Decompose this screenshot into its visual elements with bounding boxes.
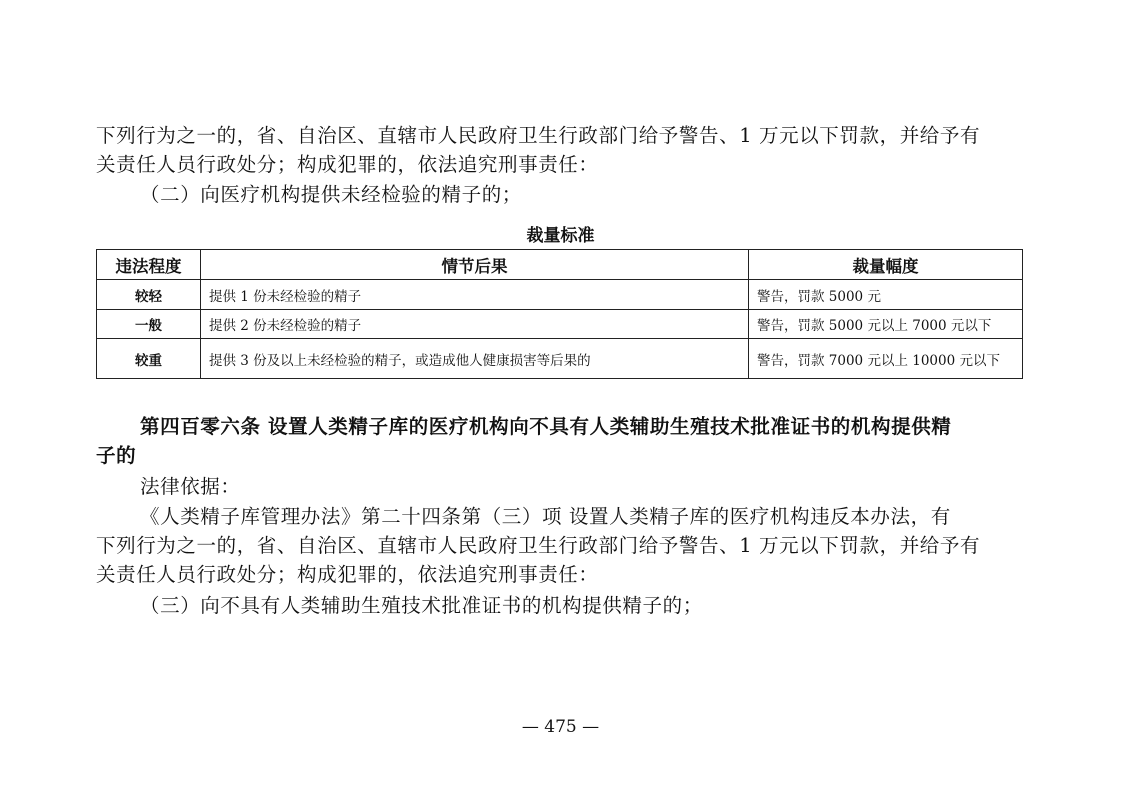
- header-range: 裁量幅度: [749, 250, 1023, 280]
- paragraph-item: （三）向不具有人类辅助生殖技术批准证书的机构提供精子的；: [140, 594, 703, 617]
- cell-level: 较重: [97, 339, 201, 379]
- cell-level: 一般: [97, 310, 201, 339]
- cell-range: 警告，罚款 5000 元: [749, 280, 1023, 310]
- paragraph-line: 下列行为之一的，省、自治区、直辖市人民政府卫生行政部门给予警告、1 万元以下罚款，并给予有: [96, 124, 981, 147]
- table-row: [97, 310, 1023, 339]
- table-title: 裁量标准: [526, 226, 595, 246]
- header-circumstance: 情节后果: [201, 250, 749, 280]
- cell-level: 较轻: [97, 280, 201, 310]
- cell-circumstance: 提供 2 份未经检验的精子: [201, 310, 749, 339]
- paragraph-line: 关责任人员行政处分；构成犯罪的，依法追究刑事责任：: [96, 563, 599, 586]
- paragraph-line: 《人类精子库管理办法》第二十四条第（三）项 设置人类精子库的医疗机构违反本办法，有: [140, 505, 951, 528]
- cell-circumstance: 提供 3 份及以上未经检验的精子，或造成他人健康损害等后果的: [201, 339, 749, 379]
- table-row: [97, 339, 1023, 379]
- article-heading: 第四百零六条 设置人类精子库的医疗机构向不具有人类辅助生殖技术批准证书的机构提供精: [140, 415, 952, 438]
- header-level: 违法程度: [97, 250, 201, 280]
- table-row: [97, 280, 1023, 310]
- article-heading-continued: 子的: [96, 444, 137, 467]
- paragraph-line: 关责任人员行政处分；构成犯罪的，依法追究刑事责任：: [96, 153, 599, 176]
- legal-basis-label: 法律依据：: [140, 475, 241, 498]
- table-header-row: [97, 250, 1023, 280]
- discretion-standard-table: [96, 249, 1023, 379]
- paragraph-item: （二）向医疗机构提供未经检验的精子的；: [140, 183, 522, 206]
- paragraph-line: 下列行为之一的，省、自治区、直辖市人民政府卫生行政部门给予警告、1 万元以下罚款，并给予有: [96, 534, 981, 557]
- cell-range: 警告，罚款 7000 元以上 10000 元以下: [749, 339, 1023, 379]
- cell-circumstance: 提供 1 份未经检验的精子: [201, 280, 749, 310]
- cell-range: 警告，罚款 5000 元以上 7000 元以下: [749, 310, 1023, 339]
- page-number: — 475 —: [521, 717, 600, 737]
